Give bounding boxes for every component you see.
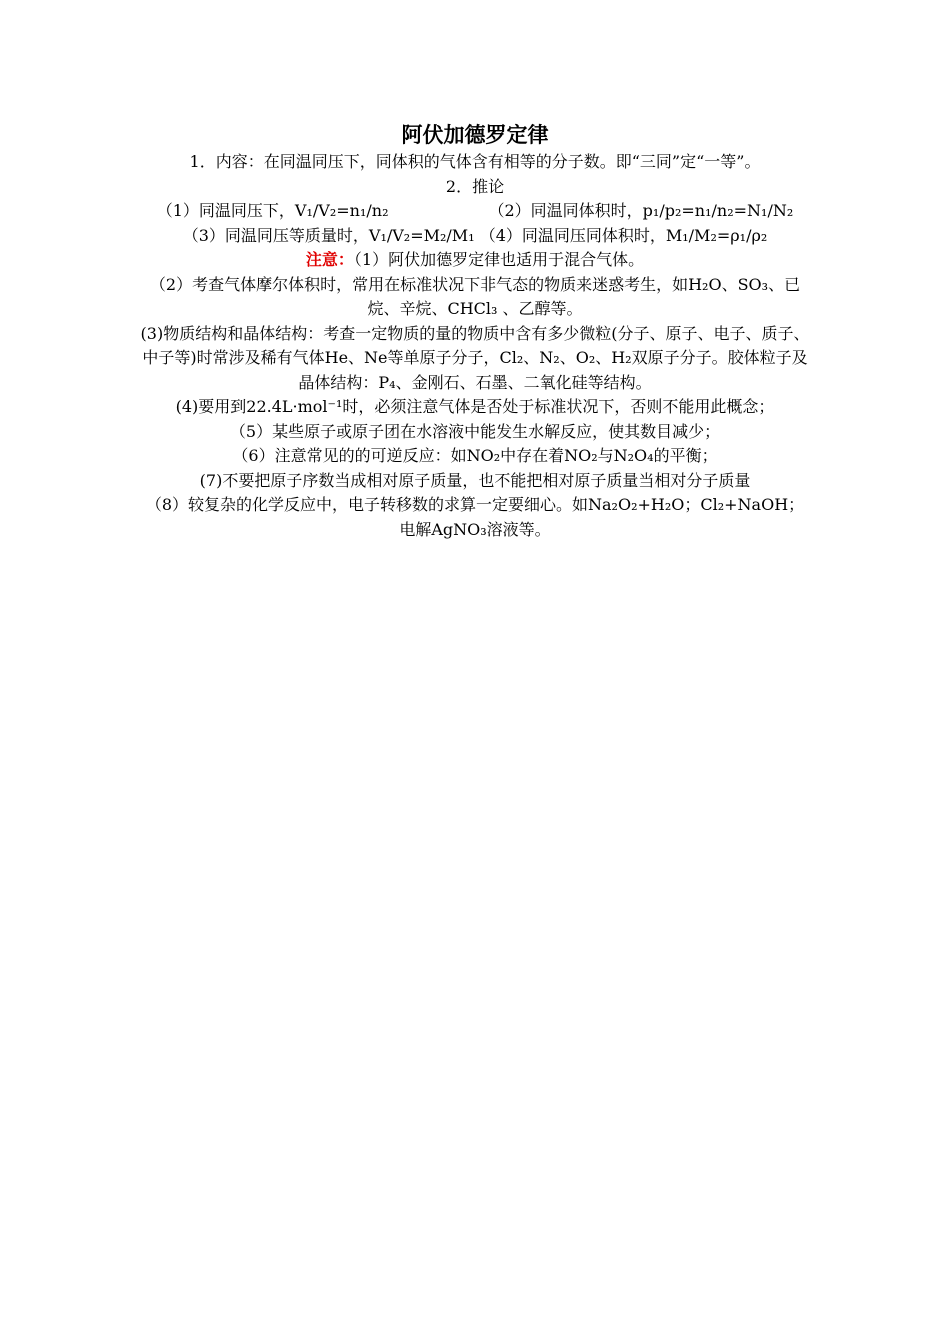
document-body [140,120,810,542]
inference-2: （2）同温同体积时，p₁/p₂=n₁/n₂=N₁/N₂ [488,201,794,220]
inference-row-2: （3）同温同压等质量时，V₁/V₂=M₂/M₁ （4）同温同压同体积时，M₁/M₂=ρ₁/ρ₂ [182,225,768,245]
document-title: 阿伏加德罗定律 [401,123,549,147]
note-6: （6）注意常见的的可逆反应：如NO₂中存在着NO₂与N₂O₄的平衡； [232,446,718,465]
note-8: （8）较复杂的化学反应中，电子转移数的求算一定要细心。如Na₂O₂+H₂O；Cl₂+NaOH；电解AgNO₃溶液等。 [145,495,805,539]
note-row [140,248,810,273]
inference-row-1 [140,199,810,224]
note-4: (4)要用到22.4L·mol⁻¹时，必须注意气体是否处于标准状况下，否则不能用此概念； [175,397,775,416]
note-2: （2）考查气体摩尔体积时，常用在标准状况下非气态的物质来迷惑考生，如H₂O、SO₃、已烷、辛烷、CHCl₃ 、乙醇等。 [149,274,801,318]
note-7: (7)不要把原子序数当成相对原子质量，也不能把相对原子质量当相对分子质量 [199,470,751,490]
inference-heading: 2．推论 [445,176,505,196]
inference-1: （1）同温同压下，V₁/V₂=n₁/n₂ [156,201,389,220]
note-5: （5）某些原子或原子团在水溶液中能发生水解反应，使其数目减少； [229,421,721,441]
note-1: （1）阿伏加德罗定律也适用于混合气体。 [353,250,645,269]
content-paragraph: 1．内容：在同温同压下，同体积的气体含有相等的分子数。即“三同”定“一等”。 [189,152,761,171]
note-3: (3)物质结构和晶体结构：考查一定物质的量的物质中含有多少微粒(分子、原子、电子、质子、中子等)时常涉及稀有气体He、Ne等单原子分子，Cl₂、N₂、O₂、H₂双原子分子。胶体粒子及晶体结构：P₄、金刚石、石墨、二氧化硅等结构。 [140,323,810,392]
note-label: 注意： [305,250,354,269]
